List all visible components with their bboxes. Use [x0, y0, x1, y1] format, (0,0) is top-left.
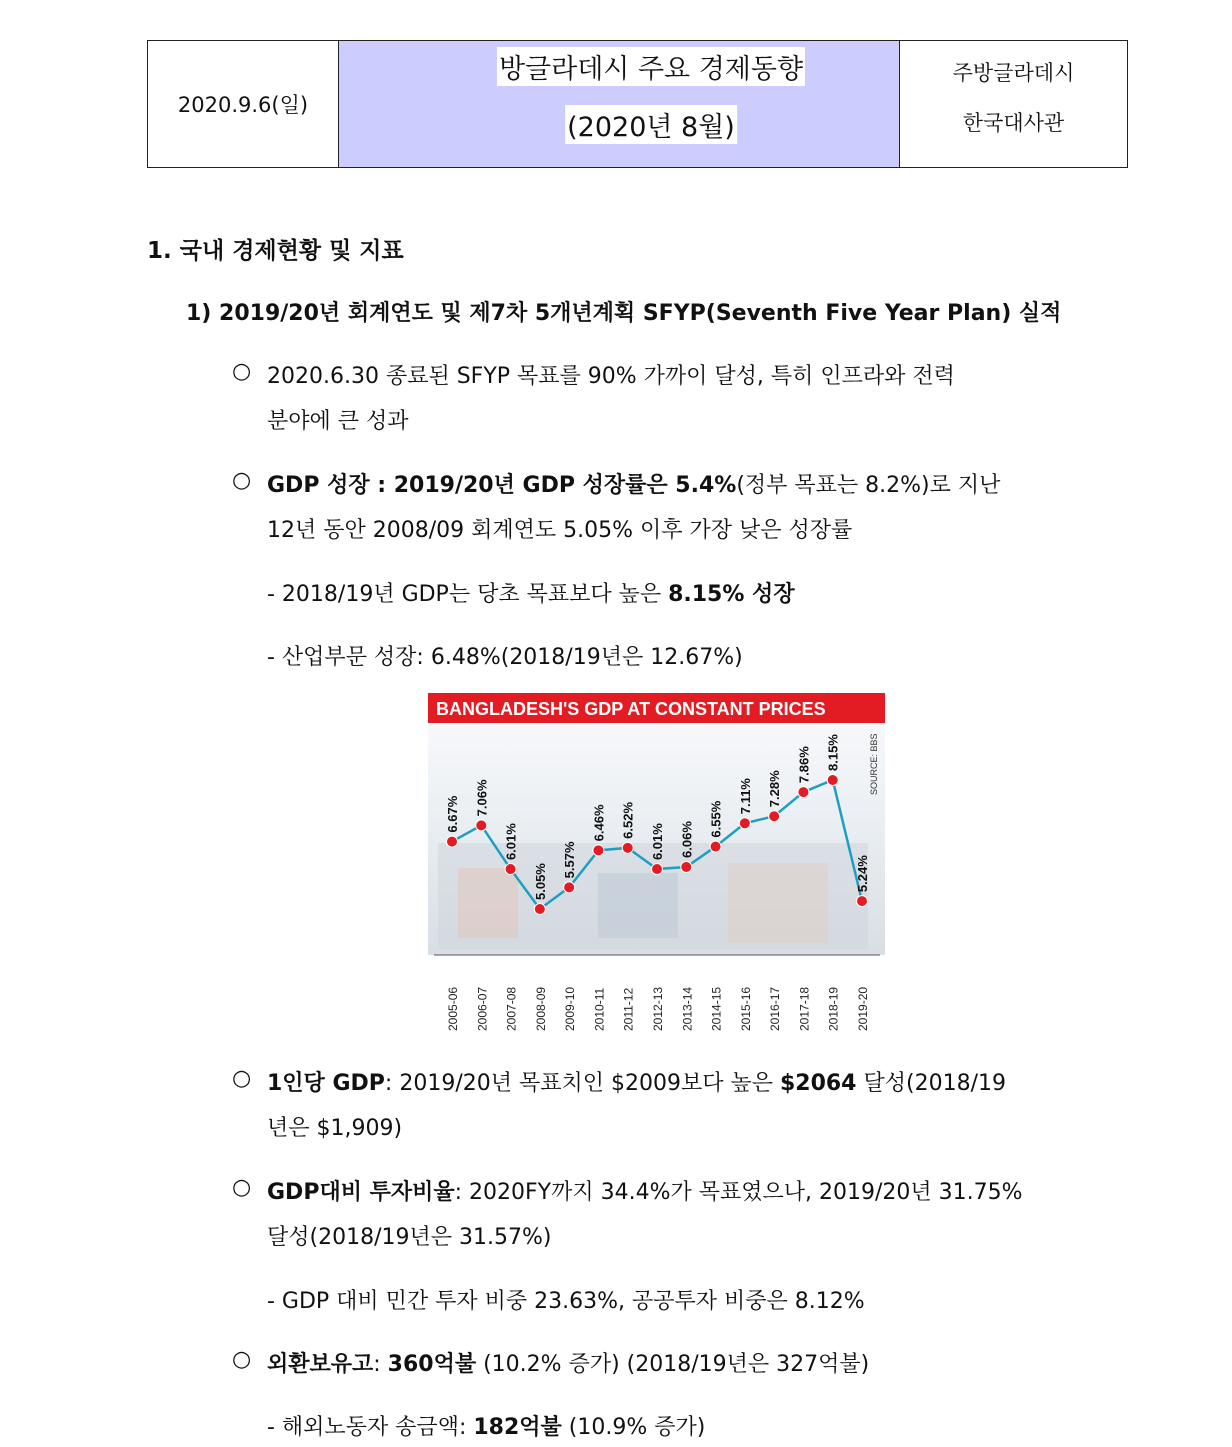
gdp-detail-2: - 산업부문 성장: 6.48%(2018/19년은 12.67%) [267, 645, 743, 670]
data-point [622, 842, 633, 853]
paragraph-sfyp-line1: 2020.6.30 종료된 SFYP 목표를 90% 가까이 달성, 특히 인프라와 전력 [267, 364, 955, 389]
gdp-growth-rest: (정부 목표는 8.2%)로 지난 [736, 473, 1001, 498]
bullet-mark: ○ [232, 1066, 252, 1091]
report-title-cell [339, 41, 900, 167]
remittance-text: - 해외노동자 송금액: [267, 1415, 474, 1440]
paragraph-reserves [267, 1347, 869, 1378]
paragraph-investment-line2: 달성(2018/19년은 31.57%) [267, 1225, 552, 1250]
x-tick-label: 2006-07 [475, 986, 490, 1031]
x-tick-label: 2005-06 [446, 986, 460, 1031]
gdp-chart-svg [428, 693, 885, 1037]
x-tick-label: 2012-13 [651, 986, 665, 1031]
data-point [447, 836, 458, 847]
per-capita-value: $2064 [779, 1071, 857, 1096]
data-label: 6.01% [503, 823, 519, 861]
bullet-mark: ○ [232, 468, 252, 493]
x-tick-label: 2007-08 [504, 986, 519, 1031]
organization-cell [900, 41, 1127, 167]
data-label: 7.06% [474, 779, 490, 817]
organization-line2: 한국대사관 [962, 111, 1065, 135]
data-point [505, 864, 516, 875]
x-tick-label: 2019-20 [856, 986, 870, 1031]
data-label: 6.55% [708, 800, 724, 838]
x-tick-label: 2015-16 [738, 986, 753, 1031]
gdp-detail-1 [267, 577, 795, 608]
paragraph-per-capita-line1 [267, 1066, 1006, 1097]
gdp-chart [428, 693, 885, 1037]
container-stack-shape [598, 873, 678, 938]
data-label: 5.05% [532, 863, 548, 900]
reserves-colon: : [373, 1352, 388, 1377]
data-point [739, 818, 750, 829]
container-stack-shape [728, 863, 828, 943]
paragraph-gdp-line2: 12년 동안 2008/09 회계연도 5.05% 이후 가장 낮은 성장률 [267, 518, 853, 543]
data-label: 6.01% [650, 823, 665, 861]
data-label: 6.06% [679, 821, 695, 858]
data-label: 8.15% [825, 734, 841, 771]
remittance-value: 182억불 [473, 1415, 562, 1440]
remittance-detail [267, 1410, 705, 1441]
gdp-growth-bold: GDP 성장 : 2019/20년 GDP 성장률은 5.4% [267, 473, 737, 498]
header-table [147, 40, 1128, 168]
x-tick-label: 2008-09 [533, 986, 548, 1031]
gdp-detail-1-bold: 8.15% 성장 [668, 582, 795, 607]
bullet-mark: ○ [232, 1175, 252, 1200]
x-tick-label: 2011-12 [621, 987, 636, 1031]
investment-label: GDP대비 투자비율 [267, 1180, 455, 1205]
x-tick-label: 2016-17 [768, 986, 783, 1031]
data-point [564, 882, 575, 893]
bullet-mark: ○ [232, 359, 252, 384]
data-label: 5.24% [855, 855, 870, 893]
per-capita-text: : 2019/20년 목표치인 $2009보다 높은 [384, 1071, 780, 1096]
data-point [681, 861, 692, 872]
container-stack-shape [458, 868, 518, 938]
section-heading: 1. 국내 경제현황 및 지표 [147, 238, 404, 264]
remittance-text-end: (10.9% 증가) [561, 1415, 706, 1440]
investment-text: : 2020FY까지 34.4%가 목표였으나, 2019/20년 31.75% [454, 1180, 1023, 1205]
data-label: 6.52% [620, 801, 636, 839]
data-point [827, 775, 838, 786]
data-label: 6.67% [445, 795, 460, 833]
per-capita-label: 1인당 GDP [267, 1071, 385, 1096]
data-point [652, 864, 663, 875]
gdp-detail-1-text: - 2018/19년 GDP는 당초 목표보다 높은 [267, 582, 669, 607]
data-label: 5.57% [562, 841, 578, 879]
paragraph-sfyp-line2: 분야에 큰 성과 [267, 409, 409, 434]
chart-source: SOURCE: BBS [869, 733, 879, 795]
organization-line1: 주방글라데시 [952, 61, 1075, 85]
x-tick-label: 2018-19 [826, 986, 841, 1031]
data-label: 7.11% [737, 778, 753, 815]
x-tick-label: 2014-15 [709, 986, 724, 1031]
data-label: 6.46% [591, 804, 607, 842]
paragraph-per-capita-line2: 년은 $1,909) [267, 1116, 403, 1141]
data-point [798, 787, 809, 798]
chart-title: BANGLADESH'S GDP AT CONSTANT PRICES [436, 699, 826, 719]
reserves-label: 외환보유고 [267, 1352, 374, 1377]
x-tick-label: 2010-11 [592, 987, 607, 1031]
data-point [857, 896, 868, 907]
data-point [534, 904, 545, 915]
data-point [710, 841, 721, 852]
data-point [593, 845, 604, 856]
x-tick-label: 2013-14 [680, 986, 695, 1031]
data-point [476, 820, 487, 831]
reserves-text: (10.2% 증가) (2018/19년은 327억불) [476, 1352, 870, 1377]
x-tick-label: 2009-10 [563, 986, 578, 1031]
report-period: (2020년 8월) [565, 105, 737, 144]
data-point [769, 811, 780, 822]
report-date: 2020.9.6(일) [148, 41, 339, 167]
data-label: 7.28% [767, 770, 783, 808]
bullet-mark: ○ [232, 1347, 252, 1372]
x-tick-label: 2017-18 [797, 986, 812, 1031]
report-title: 방글라데시 주요 경제동향 [497, 47, 805, 86]
subsection-heading: 1) 2019/20년 회계연도 및 제7차 5개년계획 SFYP(Seventh Five Year Plan) 실적 [186, 301, 1062, 326]
data-label: 7.86% [796, 746, 812, 784]
investment-detail-1: - GDP 대비 민간 투자 비중 23.63%, 공공투자 비중은 8.12% [267, 1289, 865, 1314]
reserves-value: 360억불 [387, 1352, 477, 1377]
per-capita-text-end: 달성(2018/19 [856, 1071, 1006, 1096]
paragraph-gdp-line1 [267, 468, 1000, 499]
paragraph-investment-line1 [267, 1175, 1023, 1206]
